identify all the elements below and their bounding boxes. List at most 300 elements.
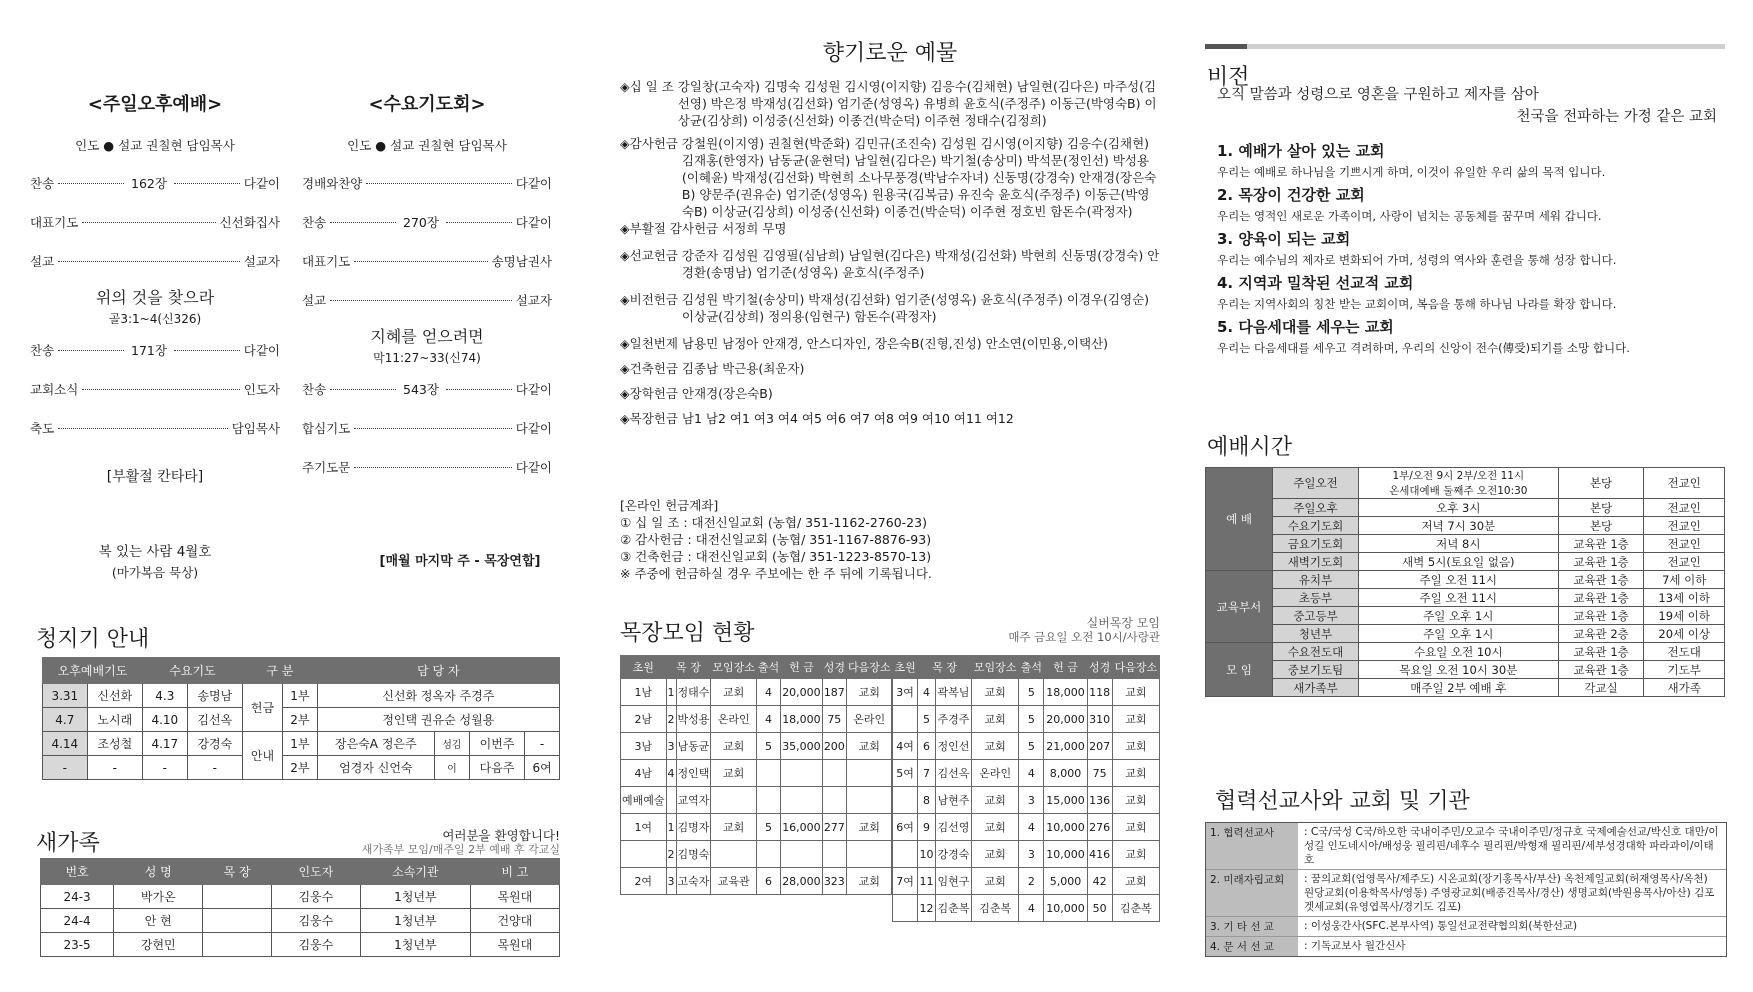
table-cell: 초등부	[1273, 589, 1359, 607]
staff-cell: 장은숙A 정은주	[317, 732, 434, 756]
table-cell: 새벽기도회	[1273, 553, 1359, 571]
table-cell	[203, 933, 271, 957]
table-cell	[781, 841, 823, 868]
vision-goal	[1217, 316, 1717, 356]
table-cell: 4	[1019, 814, 1044, 841]
order-person: 다같이	[515, 421, 552, 436]
table-cell: 4여	[893, 733, 918, 760]
table-cell: 10	[918, 841, 936, 868]
table-cell: 19세 이하	[1644, 607, 1725, 625]
table-cell: 교회	[1112, 733, 1159, 760]
order-label: 교회소식	[30, 382, 79, 397]
table-cell	[893, 841, 918, 868]
week-cell: 이번주	[469, 732, 524, 756]
col-header: 구 분	[242, 658, 317, 684]
order-item	[302, 213, 552, 252]
dot-leader	[330, 389, 396, 390]
col-header: 성경	[1087, 656, 1112, 679]
offering-label: ◈일천번제	[620, 336, 678, 351]
table-cell: 예배예술	[621, 787, 667, 814]
cheongji-title: 청지기 안내	[36, 627, 150, 652]
table-cell: 136	[1087, 787, 1112, 814]
table-row	[621, 733, 892, 760]
table-cell: 207	[1087, 733, 1112, 760]
goal-desc: 우리는 다음세대를 세우고 격려하며, 우리의 신앙이 전수(傳受)되기를 소망 합니다.	[1217, 341, 1630, 355]
mokjang-table-right	[892, 655, 1160, 922]
order-person: 설교자	[515, 293, 552, 308]
table-cell: 6	[918, 733, 936, 760]
order-label: 대표기도	[302, 254, 351, 269]
dot-leader	[446, 222, 512, 223]
category-cell: 헌금	[242, 684, 282, 732]
table-cell: 저녁 8시	[1358, 535, 1558, 553]
table-cell: 교회	[711, 760, 757, 787]
table-cell: 7세 이하	[1644, 571, 1725, 589]
table-cell	[846, 787, 892, 814]
table-cell	[893, 787, 918, 814]
table-row	[893, 733, 1160, 760]
devotional-title: 복 있는 사람 4월호	[98, 544, 212, 560]
dot-leader	[366, 183, 511, 184]
table-cell: 김선영	[935, 814, 971, 841]
service-title: <수요기도회>	[368, 94, 486, 115]
table-cell: 23-5	[41, 933, 114, 957]
table-cell: 주일 오후 1시	[1358, 625, 1558, 643]
table-cell: 목원대	[470, 885, 559, 909]
table-cell: 24-3	[41, 885, 114, 909]
col-header: 모임장소	[711, 656, 757, 679]
table-cell: 본당	[1558, 517, 1644, 535]
table-cell: 3	[1019, 787, 1044, 814]
order-item	[30, 380, 280, 419]
table-row	[893, 895, 1160, 922]
table-cell: 전교인	[1644, 535, 1725, 553]
table-cell: 주일 오전 11시	[1358, 571, 1558, 589]
table-cell	[756, 841, 780, 868]
order-person: 다같이	[243, 343, 281, 358]
table-cell: 9	[918, 814, 936, 841]
order-person: 신선화집사	[219, 215, 280, 230]
date-cell: 4.3	[142, 684, 187, 708]
table-cell: 4	[756, 679, 780, 706]
name-cell: 조성철	[87, 732, 142, 756]
sermon-block	[302, 324, 552, 366]
table-cell: 수요일 오전 10시	[1358, 643, 1558, 661]
missions-table	[1205, 822, 1727, 957]
table-cell: 16,000	[781, 814, 823, 841]
offering-label: ◈비전헌금	[620, 292, 678, 307]
table-cell: 김웅수	[271, 933, 360, 957]
offering-scholar	[620, 385, 1160, 402]
table-cell: 유치부	[1273, 571, 1359, 589]
col-header: 초원	[893, 656, 918, 679]
part-cell: 2부	[282, 708, 317, 732]
order-person: 다같이	[515, 382, 553, 397]
table-cell: 10,000	[1044, 895, 1087, 922]
table-cell: 323	[822, 868, 846, 895]
offering-label: ◈목장헌금	[620, 411, 678, 426]
vision-line: 천국을 전파하는 가정 같은 교회	[1516, 109, 1717, 125]
goal-title: 4. 지역과 밀착된 선교적 교회	[1217, 274, 1414, 292]
staff-cell: 엄경자 신언숙	[317, 756, 434, 780]
group-cell: 예 배	[1206, 468, 1273, 571]
table-cell: 3	[1019, 841, 1044, 868]
silver-title: 실버목장 모임	[1086, 616, 1160, 630]
table-cell	[822, 760, 846, 787]
dot-leader	[446, 389, 512, 390]
table-cell: 전교인	[1644, 468, 1725, 499]
cheongji-table	[42, 657, 560, 780]
table-row	[1206, 589, 1725, 607]
table-cell: 안 현	[114, 909, 203, 933]
table-cell: 277	[822, 814, 846, 841]
table-cell: 중고등부	[1273, 607, 1359, 625]
table-cell	[621, 841, 667, 868]
goal-desc: 우리는 예배로 하나님을 기쁘시게 하며, 이것이 유일한 우리 삶의 목적 입니다.	[1217, 165, 1606, 179]
table-cell: 김선옥	[935, 760, 971, 787]
table-cell: 24-4	[41, 909, 114, 933]
date-cell: 4.10	[142, 708, 187, 732]
table-cell: 김웅수	[271, 909, 360, 933]
offering-label: ◈감사헌금	[620, 136, 678, 151]
table-cell	[756, 760, 780, 787]
table-cell: 금요기도회	[1273, 535, 1359, 553]
table-cell: 2	[1019, 868, 1044, 895]
sermon-title: 위의 것을 찾으라	[95, 288, 215, 307]
table-cell: 교회	[846, 679, 892, 706]
category-cell: 안내	[242, 732, 282, 780]
order-label: 찬송	[302, 215, 327, 230]
vision-goal	[1217, 140, 1717, 180]
dot-leader	[58, 261, 240, 262]
worship-times-table	[1205, 467, 1725, 697]
group-cell: 교육부서	[1206, 571, 1273, 643]
table-cell: 4	[756, 706, 780, 733]
table-cell: 새가족	[1644, 679, 1725, 697]
table-row	[621, 706, 892, 733]
table-cell: 수요기도회	[1273, 517, 1359, 535]
order-hymn: 171장	[131, 343, 167, 358]
service-note: [부활절 칸타타]	[106, 469, 204, 485]
mission-row	[1206, 823, 1726, 870]
table-row	[1206, 643, 1725, 661]
table-cell: 4남	[621, 760, 667, 787]
table-cell: 전교인	[1644, 517, 1725, 535]
table-row	[621, 679, 892, 706]
table-cell: 5여	[893, 760, 918, 787]
order-item	[302, 380, 552, 419]
order-person: 다같이	[515, 460, 552, 475]
col-header: 초원	[621, 656, 667, 679]
table-row	[43, 756, 560, 780]
table-cell: 1청년부	[360, 909, 470, 933]
staff-cell: 신선화 정옥자 주경주	[317, 684, 559, 708]
table-cell: 11	[918, 868, 936, 895]
dot-leader	[174, 183, 240, 184]
service-leader: 인도 ● 설교 권칠현 담임목사	[75, 138, 235, 153]
table-cell: 7여	[893, 868, 918, 895]
table-row	[893, 841, 1160, 868]
table-cell: 10,000	[1044, 814, 1087, 841]
table-row	[893, 814, 1160, 841]
date-cell: 4.14	[43, 732, 88, 756]
offering-names: 남1 남2 여1 여3 여4 여5 여6 여7 여8 여9 여10 여11 여12	[681, 411, 1014, 426]
offering-names: 강철원(이지영) 권칠현(박준화) 김민규(조진숙) 김성원 김시영(이지향) 김응수(김채현) 김재홍(한영자) 남동균(윤현덕) 남일현(김다은) 박기철(송상미) 박석문(정인선) 박성용(이혜윤) 박재성(김선화) 박현희 소나무풍경(박남수자녀) 신동명(강경숙) 안재경(장은숙B) 양문주(권유순) 엄기준(성영옥) 원용국(김복금) 유진숙 윤호식(주정주) 이동근(박영숙B) 이상균(김상희) 이성중(신선화) 이종건(박순덕) 이주현 정호빈 함돈수(곽정자)	[681, 136, 1157, 219]
order-item	[30, 419, 280, 458]
date-cell: 4.17	[142, 732, 187, 756]
mission-row	[1206, 870, 1726, 917]
table-cell: 10,000	[1044, 841, 1087, 868]
table-cell: 3여	[893, 679, 918, 706]
offering-names: 강일창(고숙자) 김명숙 김성원 김시영(이지향) 김응수(김채현) 남일현(김다은) 마주성(김선영) 박은정 박재성(김선화) 엄기준(성영옥) 유병희 윤호식(주정주) 이동근(박영숙B) 이상균(김상희) 이성중(신선화) 이종건(박순덕) 이주현 정태수(김정희)	[677, 79, 1157, 128]
table-cell: 교육관 2층	[1558, 625, 1644, 643]
table-cell: 75	[1087, 760, 1112, 787]
service-title: <주일오후예배>	[87, 94, 223, 115]
order-label: 찬송	[30, 343, 55, 358]
order-item	[30, 174, 280, 213]
table-cell: 전교인	[1644, 553, 1725, 571]
table-cell: 8	[918, 787, 936, 814]
worship-times-title: 예배시간	[1207, 435, 1293, 460]
table-cell: 416	[1087, 841, 1112, 868]
table-cell: 목원대	[470, 933, 559, 957]
table-cell: 주일오후	[1273, 499, 1359, 517]
table-cell	[756, 787, 780, 814]
date-cell: 4.7	[43, 708, 88, 732]
silver-sub: 매주 금요일 오전 10시/사랑관	[1008, 630, 1160, 644]
table-row	[41, 933, 560, 957]
table-cell: 곽복님	[935, 679, 971, 706]
table-cell: 1청년부	[360, 885, 470, 909]
offering-mokjang	[620, 410, 1160, 427]
vision-goal	[1217, 228, 1717, 268]
table-row	[1206, 607, 1725, 625]
table-cell: 박가온	[114, 885, 203, 909]
serve-cell: 섬김	[434, 732, 469, 756]
online-account: ② 감사헌금 : 대전신일교회 (농협/ 351-1167-8876-93)	[620, 532, 932, 547]
table-row	[1206, 517, 1725, 535]
col-header: 출석	[756, 656, 780, 679]
offering-label: ◈장학헌금	[620, 386, 678, 401]
dot-leader	[354, 261, 487, 262]
col-header: 오후예배기도	[43, 658, 143, 684]
online-accounts	[620, 497, 1160, 582]
table-cell: 남현주	[935, 787, 971, 814]
table-cell: 5	[756, 814, 780, 841]
goal-title: 2. 목장이 건강한 교회	[1217, 186, 1365, 204]
table-cell: 목요일 오전 10시 30분	[1358, 661, 1558, 679]
table-cell: 교회	[711, 814, 757, 841]
table-cell: 고숙자	[676, 868, 711, 895]
online-note: ※ 주중에 헌금하실 경우 주보에는 한 주 뒤에 기록됩니다.	[620, 566, 932, 581]
goal-title: 5. 다음세대를 세우는 교회	[1217, 318, 1394, 336]
order-label: 찬송	[302, 382, 327, 397]
date-cell: 3.31	[43, 684, 88, 708]
order-label: 축도	[30, 421, 55, 436]
order-person: 다같이	[515, 176, 552, 191]
part-cell: 1부	[282, 684, 317, 708]
table-cell: 1여	[621, 814, 667, 841]
table-cell: 4	[918, 679, 936, 706]
table-row	[1206, 661, 1725, 679]
offering-label: ◈십 일 조	[620, 79, 674, 94]
goal-title: 3. 양육이 되는 교회	[1217, 230, 1351, 248]
table-row	[1206, 499, 1725, 517]
table-cell: 매주일 2부 예배 후	[1358, 679, 1558, 697]
serve-cell: 이	[434, 756, 469, 780]
table-cell: 정태수	[676, 679, 711, 706]
offering-building	[620, 360, 1160, 377]
offering-mission	[620, 247, 1160, 281]
mission-key: 1. 협력선교사	[1206, 823, 1298, 869]
offering-names: 남용민 남정아 안재경, 안스디자인, 장은숙B(진형,진성) 안소연(이민용,이택산)	[681, 336, 1109, 351]
online-title: [온라인 헌금계좌]	[620, 498, 719, 513]
order-label: 주기도문	[302, 460, 351, 475]
mission-value: : 이성웅간사(SFC.본부사역) 통일선교전략협의회(북한선교)	[1304, 920, 1578, 932]
team-cell: 6여	[525, 756, 560, 780]
sermon-block	[30, 285, 280, 327]
table-cell: 4	[1019, 895, 1044, 922]
table-cell: 전교인	[1644, 499, 1725, 517]
table-row	[893, 679, 1160, 706]
table-cell: 35,000	[781, 733, 823, 760]
table-cell: 20,000	[781, 679, 823, 706]
table-cell: 교회	[846, 733, 892, 760]
dot-leader	[354, 428, 511, 429]
table-row	[621, 841, 892, 868]
col-header: 목 장	[666, 656, 711, 679]
dot-leader	[330, 300, 512, 301]
col-header: 헌 금	[781, 656, 823, 679]
table-cell: 김명자	[676, 814, 711, 841]
table-cell: 김춘복	[935, 895, 971, 922]
mission-key: 2. 미래자립교회	[1206, 870, 1298, 916]
goal-title: 1. 예배가 살아 있는 교회	[1217, 142, 1385, 160]
mission-row	[1206, 917, 1726, 937]
mokjang-title: 목장모임 현황	[620, 621, 755, 646]
table-cell: 교육관 1층	[1558, 589, 1644, 607]
table-row	[1206, 468, 1725, 499]
table-cell: 교회	[972, 841, 1019, 868]
offering-names: 서정희 무명	[722, 221, 787, 236]
part-cell: 2부	[282, 756, 317, 780]
table-cell: 정인선	[935, 733, 971, 760]
table-cell: 새가족부	[1273, 679, 1359, 697]
table-row	[1206, 571, 1725, 589]
table-cell: 강현민	[114, 933, 203, 957]
group-cell: 모 임	[1206, 643, 1273, 697]
col-header: 소속기관	[360, 859, 470, 885]
table-cell: 교회	[1112, 760, 1159, 787]
table-cell: 교회	[1112, 841, 1159, 868]
table-cell: 21,000	[1044, 733, 1087, 760]
col-header: 번호	[41, 859, 114, 885]
sermon-passage: 골3:1~4(신326)	[108, 312, 202, 326]
offering-label: ◈부활절 감사헌금	[620, 221, 719, 236]
table-cell: 온라인	[711, 706, 757, 733]
order-label: 설교	[30, 254, 55, 269]
newcomers-sub: 새가족부 모임/매주일 2부 예배 후 각교실	[361, 843, 560, 856]
col-header: 수요기도	[142, 658, 242, 684]
table-cell: 김춘복	[1112, 895, 1159, 922]
devotional-note	[30, 540, 280, 581]
offering-tithe	[620, 78, 1160, 129]
table-cell	[893, 706, 918, 733]
order-item	[30, 213, 280, 252]
table-cell: 2	[666, 706, 676, 733]
table-row	[43, 732, 560, 756]
table-cell: 교회	[1112, 868, 1159, 895]
date-cell: -	[142, 756, 187, 780]
table-cell: 수요전도대	[1273, 643, 1359, 661]
table-cell: 김웅수	[271, 885, 360, 909]
table-cell: 6여	[893, 814, 918, 841]
online-account: ① 십 일 조 : 대전신일교회 (농협/ 351-1162-2760-23)	[620, 515, 927, 530]
col-header: 다음장소	[846, 656, 892, 679]
table-cell: 1남	[621, 679, 667, 706]
table-cell: 주일 오전 11시	[1358, 589, 1558, 607]
col-header: 성경	[822, 656, 846, 679]
offerings-list	[620, 78, 1160, 427]
monthly-note-text: [매월 마지막 주 - 목장연합]	[379, 554, 541, 569]
col-header: 비 고	[470, 859, 559, 885]
order-person: 인도자	[243, 382, 280, 397]
table-row	[1206, 535, 1725, 553]
table-cell: 교육관 1층	[1558, 607, 1644, 625]
table-cell: 8,000	[1044, 760, 1087, 787]
dot-leader	[330, 222, 396, 223]
table-cell: 187	[822, 679, 846, 706]
table-cell: 3남	[621, 733, 667, 760]
offering-thanks	[620, 135, 1160, 220]
table-cell: 정인택	[676, 760, 711, 787]
table-row	[621, 868, 892, 895]
table-cell: 기도부	[1644, 661, 1725, 679]
table-cell	[203, 909, 271, 933]
table-cell: 중보기도팀	[1273, 661, 1359, 679]
order-person: 담임목사	[231, 421, 280, 436]
order-hymn: 162장	[131, 176, 167, 191]
table-cell: 3	[666, 733, 676, 760]
table-cell: 본당	[1558, 499, 1644, 517]
goal-desc: 우리는 지역사회의 칭찬 받는 교회이며, 복음을 통해 하나님 나라를 확장 합니다.	[1217, 297, 1617, 311]
table-cell: 75	[822, 706, 846, 733]
table-cell: 교회	[972, 868, 1019, 895]
table-cell	[666, 787, 676, 814]
offering-names: 김성원 박기철(송상미) 박재성(김선화) 엄기준(성영옥) 윤호식(주정주) 이경우(김영순) 이상균(김상희) 정의용(임현구) 함돈수(곽정자)	[681, 292, 1150, 324]
table-row	[893, 868, 1160, 895]
table-cell: 교회	[1112, 814, 1159, 841]
col-header: 담 당 자	[317, 658, 559, 684]
table-cell: 5,000	[1044, 868, 1087, 895]
offering-names: 안재경(장은숙B)	[681, 386, 773, 401]
order-hymn: 270장	[403, 215, 439, 230]
order-person: 다같이	[515, 215, 553, 230]
table-cell: 청년부	[1273, 625, 1359, 643]
table-cell: 새벽 5시(토요일 없음)	[1358, 553, 1558, 571]
table-cell: 4	[1019, 760, 1044, 787]
table-cell: 교회	[972, 679, 1019, 706]
mission-value: : 꿈의교회(엄영목사/제주도) 시온교회(장기홍목사/부산) 옥천제일교회(허재영목사/옥천) 원당교회(이용학목사/영동) 주영광교회(배종건목사/경산) 생명교회(박원용목사/아산) 김포겟세교회(유영엽목사/경기도 김포)	[1304, 873, 1715, 913]
mission-value: : C국/국성 C국/하오한 국내이주민/오교수 국내이주민/정규호 국제예술선교/박신호 대만/이성길 인도네시아/배성웅 필리핀/네후수 필리핀/박형재 필리핀/세부성경대학 파라과이/이태호	[1304, 826, 1719, 866]
table-cell: 13세 이하	[1644, 589, 1725, 607]
col-header: 출석	[1019, 656, 1044, 679]
name-cell: 강경숙	[187, 732, 242, 756]
table-cell: 교육관 1층	[1558, 643, 1644, 661]
week-cell: 다음주	[469, 756, 524, 780]
table-cell: 교육관 1층	[1558, 571, 1644, 589]
table-cell: 15,000	[1044, 787, 1087, 814]
